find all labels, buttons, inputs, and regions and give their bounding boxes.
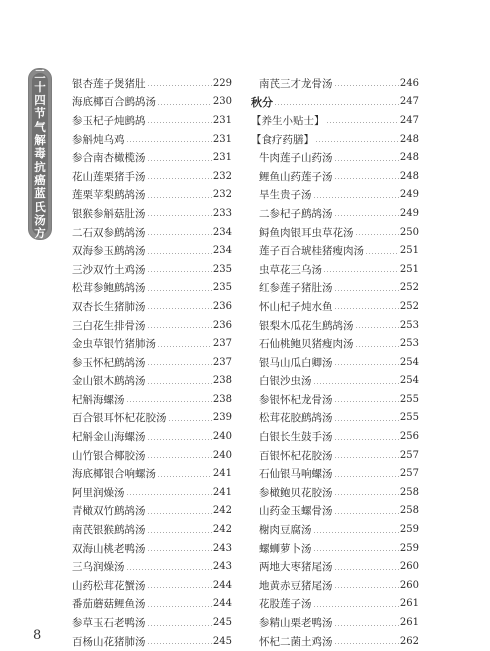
- toc-leader-dots: [274, 104, 399, 105]
- toc-entry[interactable]: [251, 241, 419, 260]
- toc-leader-dots: [157, 104, 212, 105]
- toc-entry-title: 参斛炖乌鸡: [72, 133, 125, 146]
- toc-entry-page: 244: [212, 598, 232, 610]
- toc-entry[interactable]: [72, 74, 232, 93]
- toc-entry-title: 海底椰银合响螺汤: [72, 468, 156, 481]
- toc-entry-page: 262: [399, 635, 419, 647]
- toc-entry[interactable]: [251, 260, 419, 279]
- toc-entry-page: 254: [399, 375, 419, 387]
- toc-entry-page: 242: [212, 524, 232, 536]
- toc-leader-dots: [168, 420, 212, 421]
- toc-entry-page: 259: [399, 524, 419, 536]
- toc-leader-dots: [147, 308, 212, 309]
- toc-entry-page: 230: [212, 96, 232, 108]
- toc-leader-dots: [126, 141, 212, 142]
- toc-entry[interactable]: [72, 502, 232, 521]
- toc-entry-page: 260: [399, 561, 419, 573]
- toc-entry-page: 239: [212, 412, 232, 424]
- toc-entry-title: 石仙桃鲍贝猪瘦肉汤: [259, 338, 354, 351]
- toc-section-heading[interactable]: [251, 93, 419, 112]
- toc-entry-title: 二石双参鹧鸪汤: [72, 226, 146, 239]
- toc-entry-title: 榭肉豆腐汤: [259, 524, 312, 537]
- toc-entry-page: 261: [399, 598, 419, 610]
- toc-entry-title: 旱生贵子汤: [259, 189, 312, 202]
- toc-leader-dots: [355, 234, 399, 235]
- toc-entry-page: 252: [399, 300, 419, 312]
- toc-leader-dots: [334, 215, 399, 216]
- page-number: 8: [33, 628, 42, 643]
- toc-leader-dots: [334, 85, 399, 86]
- toc-leader-dots: [334, 457, 399, 458]
- toc-entry-title: 三乌润燥汤: [72, 561, 125, 574]
- toc-entry[interactable]: [251, 427, 419, 446]
- toc-leader-dots: [334, 476, 399, 477]
- toc-entry-page: 255: [399, 393, 419, 405]
- side-tab-char: 节: [34, 106, 46, 121]
- toc-entry[interactable]: [251, 297, 419, 316]
- toc-leader-dots: [147, 290, 212, 291]
- toc-entry-title: 三白花生排骨汤: [72, 319, 146, 332]
- toc-entry[interactable]: [251, 502, 419, 521]
- toc-entry-page: 240: [212, 449, 232, 461]
- toc-entry[interactable]: [72, 353, 232, 372]
- toc-entry-title: 银马山瓜白卿汤: [259, 356, 333, 369]
- toc-leader-dots: [147, 85, 212, 86]
- toc-entry[interactable]: [72, 148, 232, 167]
- toc-entry[interactable]: [72, 223, 232, 242]
- side-tab-char: 癌: [34, 172, 46, 187]
- toc-entry-page: 257: [399, 468, 419, 480]
- toc-entry-page: 253: [399, 319, 419, 331]
- side-tab-char: 气: [34, 119, 46, 134]
- toc-entry-title: 百杨山花猪肺汤: [72, 635, 146, 648]
- toc-entry-page: 252: [399, 282, 419, 294]
- toc-entry-page: 243: [212, 561, 232, 573]
- toc-entry-title: 二参杞子鹧鸪汤: [259, 207, 333, 220]
- side-tab-char: 氏: [34, 199, 46, 214]
- toc-entry[interactable]: [251, 483, 419, 502]
- toc-entry[interactable]: [251, 334, 419, 353]
- toc-entry-title: 参精山栗老鸭汤: [259, 617, 333, 630]
- toc-entry[interactable]: [251, 595, 419, 614]
- toc-entry-page: 261: [399, 617, 419, 629]
- toc-entry-page: 229: [212, 77, 232, 89]
- toc-entry[interactable]: [251, 409, 419, 428]
- toc-entry-title: 阿里润燥汤: [72, 486, 125, 499]
- toc-entry-page: 241: [212, 486, 232, 498]
- toc-entry-title: 三沙双竹土鸡汤: [72, 263, 146, 276]
- toc-entry-title: 杞斛金山海螺汤: [72, 431, 146, 444]
- toc-entry-page: 231: [212, 152, 232, 164]
- toc-leader-dots: [147, 271, 212, 272]
- toc-leader-dots: [313, 606, 399, 607]
- toc-entry-title: 莲栗苹梨鹧鸪汤: [72, 189, 146, 202]
- toc-entry-page: 255: [399, 412, 419, 424]
- toc-entry-page: 232: [212, 189, 232, 201]
- toc-leader-dots: [326, 122, 399, 123]
- side-tab-char: 四: [34, 93, 46, 108]
- toc-leader-dots: [147, 643, 212, 644]
- toc-entry-page: 258: [399, 505, 419, 517]
- toc-entry[interactable]: [251, 632, 419, 651]
- toc-entry-title: 银梨木瓜花生鹧鸪汤: [259, 319, 354, 332]
- toc-leader-dots: [334, 513, 399, 514]
- toc-entry[interactable]: [72, 613, 232, 632]
- toc-leader-dots: [334, 401, 399, 402]
- toc-entry-page: 259: [399, 542, 419, 554]
- toc-leader-dots: [147, 122, 212, 123]
- toc-entry-title: 石仙银马响螺汤: [259, 468, 333, 481]
- toc-entry-title: 白银长生鼓手汤: [259, 431, 333, 444]
- toc-entry-page: 258: [399, 486, 419, 498]
- toc-entry[interactable]: [251, 223, 419, 242]
- toc-entry-title: 山药松茸花蟹汤: [72, 579, 146, 592]
- toc-entry[interactable]: [72, 334, 232, 353]
- toc-entry-page: 253: [399, 338, 419, 350]
- toc-entry[interactable]: [72, 111, 232, 130]
- toc-entry-title: 参玉杞子炖鹧鸪: [72, 114, 146, 127]
- toc-entry-page: 251: [399, 263, 419, 275]
- toc-leader-dots: [147, 178, 212, 179]
- toc-entry[interactable]: [72, 427, 232, 446]
- toc-leader-dots: [126, 569, 212, 570]
- toc-entry-page: 256: [399, 431, 419, 443]
- toc-entry-page: 249: [399, 207, 419, 219]
- toc-entry-title: 双杏长生猪肺汤: [72, 300, 146, 313]
- toc-entry-title: 银猴参斛菇肚汤: [72, 207, 146, 220]
- toc-entry[interactable]: [251, 74, 419, 93]
- toc-entry[interactable]: [251, 148, 419, 167]
- toc-leader-dots: [334, 420, 399, 421]
- toc-entry-title: 双海山桃老鸭汤: [72, 542, 146, 555]
- toc-leader-dots: [147, 606, 212, 607]
- toc-leader-dots: [147, 197, 212, 198]
- toc-entry[interactable]: [72, 297, 232, 316]
- toc-leader-dots: [334, 569, 399, 570]
- toc-entry-page: 246: [399, 77, 419, 89]
- toc-leader-dots: [147, 383, 212, 384]
- toc-entry-title: 花股莲子汤: [259, 598, 312, 611]
- toc-leader-dots: [334, 178, 399, 179]
- toc-entry[interactable]: [72, 520, 232, 539]
- side-tab-char: 抗: [34, 159, 46, 174]
- toc-entry-page: 257: [399, 449, 419, 461]
- toc-entry-title: 松茸花胶鹧鸪汤: [259, 412, 333, 425]
- toc-leader-dots: [126, 494, 212, 495]
- toc-entry[interactable]: [251, 576, 419, 595]
- toc-entry-title: 参合南杏橄榄汤: [72, 152, 146, 165]
- toc-leader-dots: [147, 625, 212, 626]
- toc-entry[interactable]: [72, 557, 232, 576]
- toc-entry-page: 237: [212, 338, 232, 350]
- toc-entry-title: 莲子百合琥桂猪瘦肉汤: [259, 245, 364, 258]
- toc-entry-title: 双海参玉鹧鸪汤: [72, 245, 146, 258]
- toc-entry[interactable]: [251, 390, 419, 409]
- toc-entry-page: 231: [212, 133, 232, 145]
- toc-leader-dots: [157, 346, 212, 347]
- toc-entry-page: 240: [212, 431, 232, 443]
- toc-entry-title: 百银怀杞花胶汤: [259, 449, 333, 462]
- toc-entry-title: 花山莲栗猪手汤: [72, 170, 146, 183]
- toc-entry[interactable]: [72, 446, 232, 465]
- side-tab-char: 汤: [34, 212, 46, 227]
- side-tab-char: 毒: [34, 146, 46, 161]
- toc-right-column: [251, 74, 419, 650]
- toc-entry-page: 242: [212, 505, 232, 517]
- toc-leader-dots: [334, 587, 399, 588]
- toc-entry-page: 247: [399, 114, 419, 126]
- toc-entry-title: 山药金玉螺骨汤: [259, 505, 333, 518]
- toc-leader-dots: [334, 308, 399, 309]
- toc-entry[interactable]: [251, 539, 419, 558]
- toc-entry-title: 鲤鱼山药莲子汤: [259, 170, 333, 183]
- toc-entry[interactable]: [72, 539, 232, 558]
- toc-entry[interactable]: [72, 204, 232, 223]
- toc-leader-dots: [313, 197, 399, 198]
- toc-leader-dots: [147, 550, 212, 551]
- toc-entry-title: 螺蛳萝卜汤: [259, 542, 312, 555]
- toc-entry[interactable]: [72, 167, 232, 186]
- toc-entry-page: 249: [399, 189, 419, 201]
- toc-entry-title: 地黄赤豆猪尾汤: [259, 579, 333, 592]
- toc-entry-page: 237: [212, 356, 232, 368]
- toc-entry[interactable]: [251, 186, 419, 205]
- toc-leader-dots: [355, 327, 399, 328]
- toc-entry-title: 虫草花三乌汤: [259, 263, 322, 276]
- toc-entry-title: 白银沙虫汤: [259, 375, 312, 388]
- toc-entry-title: 南芪银猴鹧鸪汤: [72, 524, 146, 537]
- toc-leader-dots: [147, 457, 212, 458]
- toc-leader-dots: [147, 439, 212, 440]
- toc-entry-title: 【食疗药膳】: [251, 133, 314, 146]
- toc-entry-page: 236: [212, 319, 232, 331]
- toc-entry[interactable]: [72, 186, 232, 205]
- toc-leader-dots: [323, 271, 399, 272]
- toc-entry-title: 怀山杞子炖水鱼: [259, 300, 333, 313]
- toc-entry-title: 松茸参鲍鹧鸪汤: [72, 282, 146, 295]
- toc-entry-title: 红参莲子猪肚汤: [259, 282, 333, 295]
- toc-leader-dots: [147, 215, 212, 216]
- side-tab-char: 解: [34, 133, 46, 148]
- toc-entry-page: 245: [212, 635, 232, 647]
- toc-entry-title: 银杏莲子煲猪肚: [72, 77, 146, 90]
- toc-leader-dots: [147, 587, 212, 588]
- toc-entry-page: 251: [399, 245, 419, 257]
- side-tab-char: 方: [34, 226, 46, 241]
- toc-entry-page: 232: [212, 170, 232, 182]
- toc-entry[interactable]: [251, 520, 419, 539]
- toc-leader-dots: [334, 439, 399, 440]
- toc-entry-page: 236: [212, 300, 232, 312]
- toc-leader-dots: [147, 327, 212, 328]
- toc-entry-page: 231: [212, 114, 232, 126]
- toc-entry-title: 怀杞二菌土鸡汤: [259, 635, 333, 648]
- toc-entry[interactable]: [72, 130, 232, 149]
- toc-entry-title: 山竹银合椰胶汤: [72, 449, 146, 462]
- toc-leader-dots: [157, 476, 212, 477]
- toc-entry[interactable]: [251, 130, 419, 149]
- side-tab-char: 二: [34, 66, 46, 81]
- toc-leader-dots: [334, 494, 399, 495]
- toc-entry-page: 235: [212, 282, 232, 294]
- toc-leader-dots: [147, 234, 212, 235]
- toc-leader-dots: [315, 141, 399, 142]
- toc-leader-dots: [147, 364, 212, 365]
- toc-entry[interactable]: [251, 353, 419, 372]
- toc-entry-page: 241: [212, 468, 232, 480]
- toc-entry[interactable]: [251, 167, 419, 186]
- toc-entry[interactable]: [251, 613, 419, 632]
- side-tab-char: 蓝: [34, 186, 46, 201]
- toc-entry-page: 248: [399, 170, 419, 182]
- toc-entry-title: 两地大枣猪尾汤: [259, 561, 333, 574]
- toc-entry-page: 245: [212, 617, 232, 629]
- side-tab-text: [32, 66, 48, 241]
- toc-entry-title: 参草玉石老鸭汤: [72, 617, 146, 630]
- toc-entry-page: 248: [399, 133, 419, 145]
- toc-entry[interactable]: [251, 446, 419, 465]
- toc-entry[interactable]: [72, 464, 232, 483]
- toc-entry[interactable]: [251, 372, 419, 391]
- toc-entry-page: 244: [212, 579, 232, 591]
- toc-leader-dots: [147, 532, 212, 533]
- toc-entry[interactable]: [72, 260, 232, 279]
- toc-entry-title: 海底椰百合鹧鸪汤: [72, 96, 156, 109]
- toc-entry-page: 248: [399, 152, 419, 164]
- toc-entry-page: 250: [399, 226, 419, 238]
- toc-left-column: [72, 74, 232, 650]
- toc-entry-title: 青橄双竹鹧鸪汤: [72, 505, 146, 518]
- toc-entry[interactable]: [251, 204, 419, 223]
- toc-entry[interactable]: [72, 390, 232, 409]
- toc-leader-dots: [313, 383, 399, 384]
- toc-entry-title: 南芪三才龙骨汤: [259, 77, 333, 90]
- toc-entry-page: 234: [212, 245, 232, 257]
- toc-entry[interactable]: [72, 372, 232, 391]
- toc-entry[interactable]: [72, 93, 232, 112]
- toc-entry-title: 番茄蘑菇鲤鱼汤: [72, 598, 146, 611]
- toc-entry-page: 260: [399, 579, 419, 591]
- toc-entry[interactable]: [72, 279, 232, 298]
- toc-entry[interactable]: [251, 464, 419, 483]
- toc-leader-dots: [355, 346, 399, 347]
- toc-leader-dots: [147, 513, 212, 514]
- toc-entry-page: 235: [212, 263, 232, 275]
- toc-entry[interactable]: [72, 595, 232, 614]
- toc-entry-page: 238: [212, 393, 232, 405]
- toc-entry-title: 百合银耳怀杞花胶汤: [72, 412, 167, 425]
- toc-entry-title: 杞斛海螺汤: [72, 393, 125, 406]
- toc-entry[interactable]: [72, 316, 232, 335]
- toc-leader-dots: [334, 290, 399, 291]
- toc-entry-page: 238: [212, 375, 232, 387]
- toc-entry[interactable]: [251, 111, 419, 130]
- toc-entry[interactable]: [251, 557, 419, 576]
- toc-entry[interactable]: [72, 409, 232, 428]
- toc-entry-title: 【养生小贴士】: [251, 114, 325, 127]
- toc-leader-dots: [334, 364, 399, 365]
- toc-leader-dots: [334, 625, 399, 626]
- toc-entry-title: 牛肉莲子山药汤: [259, 152, 333, 165]
- toc-entry-page: 243: [212, 542, 232, 554]
- toc-entry-title: 鲟鱼肉银耳虫草花汤: [259, 226, 354, 239]
- toc-entry[interactable]: [72, 483, 232, 502]
- toc-entry-page: 233: [212, 207, 232, 219]
- side-tab-char: 十: [34, 79, 46, 94]
- toc-entry-title: 秋分: [251, 95, 273, 109]
- toc-entry[interactable]: [72, 576, 232, 595]
- toc-leader-dots: [334, 643, 399, 644]
- side-tab-book-title: [28, 68, 52, 240]
- toc-entry-title: 参玉怀杞鹧鸪汤: [72, 356, 146, 369]
- toc-entry-page: 247: [399, 96, 419, 108]
- toc-entry[interactable]: [251, 279, 419, 298]
- toc-entry-title: 参银怀杞龙骨汤: [259, 393, 333, 406]
- toc-leader-dots: [313, 532, 399, 533]
- toc-leader-dots: [313, 550, 399, 551]
- toc-entry[interactable]: [72, 632, 232, 651]
- toc-leader-dots: [334, 160, 399, 161]
- toc-entry[interactable]: [72, 241, 232, 260]
- toc-leader-dots: [126, 401, 212, 402]
- toc-entry-title: 参橄鲍贝花胶汤: [259, 486, 333, 499]
- toc-entry-page: 254: [399, 356, 419, 368]
- toc-leader-dots: [365, 253, 399, 254]
- toc-entry-title: 金山银木鹧鸪汤: [72, 375, 146, 388]
- toc-leader-dots: [147, 253, 212, 254]
- toc-entry[interactable]: [251, 316, 419, 335]
- toc-leader-dots: [147, 160, 212, 161]
- toc-entry-title: 金虫草银竹猪肺汤: [72, 338, 156, 351]
- toc-entry-page: 234: [212, 226, 232, 238]
